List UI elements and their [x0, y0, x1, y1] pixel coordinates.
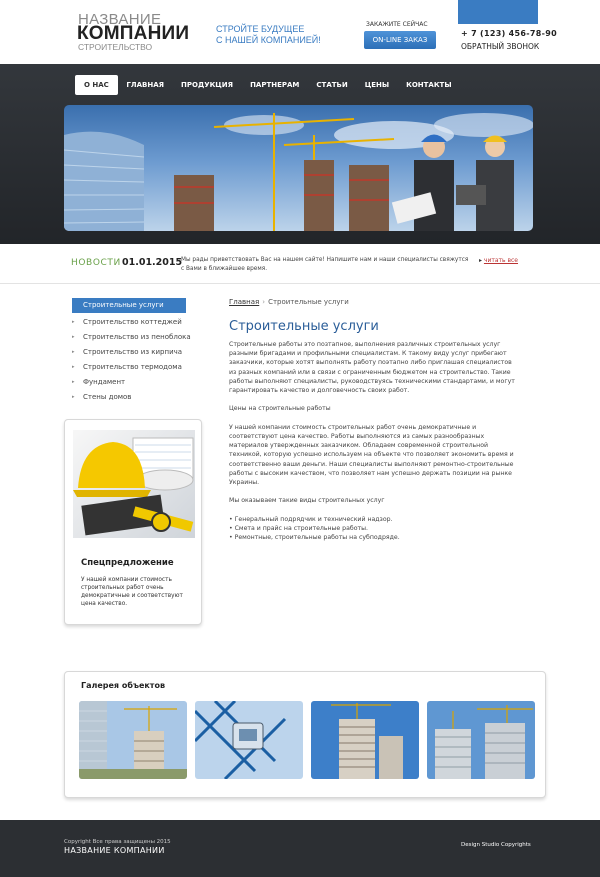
page-title: Строительные услуги	[229, 319, 379, 334]
special-offer-card	[64, 419, 202, 625]
hero-illustration	[64, 105, 533, 231]
nav-item-home[interactable]: ГЛАВНАЯ	[126, 81, 165, 89]
crane-photo	[195, 701, 303, 779]
logo-line3: СТРОИТЕЛЬСТВО	[78, 42, 153, 52]
footer-company-name: НАЗВАНИЕ КОМПАНИИ	[64, 846, 165, 855]
sidebar-menu	[72, 315, 192, 405]
article-list-item: • Смета и прайс на строительные работы.	[229, 525, 368, 532]
breadcrumb	[229, 298, 349, 306]
order-label: ЗАКАЖИТЕ СЕЙЧАС	[366, 21, 428, 28]
gallery-thumb[interactable]	[311, 701, 419, 779]
sidebar-item-thermohouse[interactable]: ▸ Строительство термодома	[72, 360, 192, 375]
article-paragraph: У нашей компании стоимость строительных работ очень демократичные и соответствуют цена качество. Работы выполняются из самых разнообразных материалов утвержденных заказчиком. Обладаем современной строительной техникой, которую успешно используем на объекте что позволяет экономить время и соответственно ваши деньги. Наши специалисты выполняют ремонтно-строительные работы с высоким качеством, что позволяет нам успешно держать позиции на рынке Украины.	[229, 423, 514, 487]
online-order-button[interactable]: ON-LINE ЗАКАЗ	[364, 31, 436, 49]
slogan-line1: СТРОЙТЕ БУДУЩЕЕ	[216, 24, 305, 34]
special-offer-text: У нашей компании стоимость строительных работ очень демократичные и соответствуют цена качество.	[81, 577, 183, 607]
hero-banner-image	[64, 105, 533, 231]
nav-item-contacts[interactable]: КОНТАКТЫ	[406, 81, 452, 89]
sidebar-item-walls[interactable]: ▸ Стены домов	[72, 390, 192, 405]
main-nav	[75, 75, 460, 95]
towers-photo	[427, 701, 535, 779]
article-paragraph: Цены на строительные работы	[229, 405, 331, 413]
nav-item-partners[interactable]: ПАРТНЕРАМ	[250, 81, 300, 89]
helmet-plans-illustration	[73, 430, 195, 538]
news-date: 01.01.2015	[122, 257, 183, 268]
news-read-all-link[interactable]: читать все	[483, 257, 519, 264]
special-offer-title: Спецпредложение	[81, 558, 174, 568]
sidebar-item-active[interactable]: Строительные услуги	[72, 298, 186, 313]
slogan-line2: С НАШЕЙ КОМПАНИЕЙ!	[216, 35, 321, 45]
logo-line1[interactable]: НАЗВАНИЕ	[78, 11, 162, 28]
gallery-section	[64, 671, 546, 798]
sidebar-item-foam-block[interactable]: ▸ Строительство из пеноблока	[72, 330, 192, 345]
news-read-all[interactable]: ▸ читать все	[479, 257, 519, 264]
gallery-thumb[interactable]	[195, 701, 303, 779]
site-header	[0, 0, 600, 64]
article-list-item: • Ремонтные, строительные работы на субподряде.	[229, 534, 400, 542]
nav-item-about[interactable]: О НАС	[75, 75, 118, 95]
main-article	[229, 340, 521, 542]
news-text: Мы рады приветствовать Вас на нашем сайте! Напишите нам и наши специалисты свяжутся с Вами в ближайшее время.	[181, 257, 469, 272]
nav-item-products[interactable]: ПРОДУКЦИЯ	[181, 81, 234, 89]
article-list-item: • Генеральный подрядчик и технический надзор.	[229, 515, 393, 523]
sidebar-item-brick[interactable]: ▸ Строительство из кирпича	[72, 345, 192, 360]
callback-link[interactable]: ОБРАТНЫЙ ЗВОНОК	[461, 42, 540, 51]
gallery-title: Галерея объектов	[81, 681, 165, 690]
breadcrumb-separator-icon: ›	[262, 298, 266, 306]
news-bar	[0, 244, 600, 284]
highrise-photo	[311, 701, 419, 779]
footer-copyright: Copyright Все права защищены 2015	[64, 839, 171, 845]
gallery-thumb[interactable]	[427, 701, 535, 779]
nav-item-prices[interactable]: ЦЕНЫ	[364, 81, 390, 89]
article-paragraph: Строительные работы это позтапное, выполнения различных строительных услуг разными бригадами и профильными специалистам. К такому виду услуг прибегают заказчики, которые хотят выполнять работу поэтапно либо приглашая специалистов из разных компаний или в связи с ограниченным бюджетом на строительство. Такие работы выполняют специалисты, руководствуясь техническими стандартами, и могут гарантировать качество и долговечность своих работ.	[229, 341, 515, 395]
header-accent-tab	[458, 0, 538, 24]
gallery-thumb[interactable]	[79, 701, 187, 779]
slogan	[216, 24, 321, 46]
sidebar-item-foundation[interactable]: ▸ Фундамент	[72, 375, 192, 390]
breadcrumb-current: Строительные услуги	[268, 298, 349, 306]
article-paragraph: Мы оказываем такие виды строительных услуг	[229, 497, 385, 505]
news-label: НОВОСТИ	[71, 258, 121, 268]
footer-design-credit[interactable]: Design Studio Copyrights	[461, 842, 531, 848]
breadcrumb-home[interactable]: Главная	[229, 298, 260, 306]
sidebar-item-cottages[interactable]: ▸ Строительство коттеджей	[72, 315, 192, 330]
phone-number: + 7 (123) 456-78-90	[461, 29, 557, 38]
logo-line2[interactable]: КОМПАНИИ	[77, 23, 190, 44]
special-offer-image	[73, 430, 195, 538]
building-photo	[79, 701, 187, 779]
nav-item-articles[interactable]: СТАТЬИ	[316, 81, 348, 89]
site-footer	[0, 820, 600, 877]
